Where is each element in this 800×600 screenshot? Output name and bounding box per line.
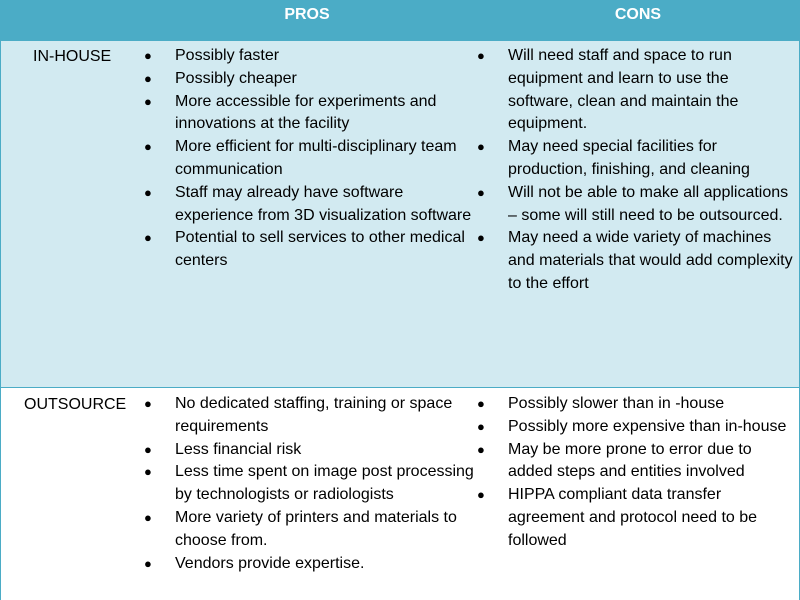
list-item: ● HIPPA compliant data transfer agreement and protocol need to be followed	[477, 486, 758, 549]
list-item: ● Will need staff and space to run equipment and learn to use the software, clean and maintain the equipment.	[477, 47, 739, 133]
list-item: ● May need a wide variety of machines and materials that would add complexity to the effort	[477, 229, 793, 292]
bullet-icon: ●	[477, 139, 485, 155]
list-item: ● Less financial risk	[175, 439, 475, 462]
list-item: ● Will not be able to make all applications – some will still need to be outsourced.	[477, 183, 789, 224]
in-house-cons-list	[477, 45, 796, 296]
bullet-icon: ●	[144, 509, 152, 525]
outsource-cons-list	[477, 393, 796, 553]
bullet-icon: ●	[144, 441, 152, 457]
row-divider	[0, 40, 800, 41]
list-item: ● Possibly cheaper	[175, 68, 475, 91]
list-item: ● May be more prone to error due to added steps and entities involved	[477, 440, 752, 481]
bullet-icon: ●	[144, 139, 152, 155]
row-label-in-house: IN-HOUSE	[33, 48, 112, 65]
list-item: ● More efficient for multi-disciplinary team communication	[144, 138, 457, 178]
table-row-outsource	[0, 388, 800, 600]
in-house-pros-list	[144, 45, 475, 273]
list-item: ● More variety of printers and materials to choose from.	[144, 508, 457, 549]
column-divider	[0, 0, 1, 600]
bullet-icon: ●	[144, 93, 152, 109]
pros-column-header: PROS	[284, 6, 330, 23]
bullet-icon: ●	[144, 184, 152, 200]
list-item: ● Less time spent on image post processing by technologists or radiologists	[144, 463, 474, 504]
bullet-icon: ●	[144, 70, 152, 86]
list-item: ● More accessible for experiments and innovations at the facility	[144, 92, 437, 133]
cons-column-header: CONS	[614, 6, 662, 23]
bullet-icon: ●	[477, 184, 485, 200]
list-item: ● Potential to sell services to other medical centers	[144, 229, 465, 270]
list-item: ● Possibly more expensive than in-house	[508, 416, 796, 439]
list-item: ● Possibly faster	[175, 45, 475, 68]
bullet-icon: ●	[477, 418, 485, 434]
outsource-pros-list	[144, 393, 475, 575]
list-item: ● May need special facilities for production, finishing, and cleaning	[477, 138, 750, 178]
bullet-icon: ●	[477, 487, 485, 503]
list-item: ● Vendors provide expertise.	[175, 553, 475, 576]
bullet-icon: ●	[144, 48, 152, 63]
row-label-outsource: OUTSOURCE	[24, 396, 127, 413]
bullet-icon: ●	[477, 230, 485, 246]
bullet-icon: ●	[144, 464, 152, 480]
list-item: ● Staff may already have software experience from 3D visualization software	[144, 183, 472, 224]
bullet-icon: ●	[477, 48, 485, 63]
bullet-icon: ●	[144, 230, 152, 246]
bullet-icon: ●	[144, 555, 152, 571]
table-row-in-house	[0, 41, 800, 387]
list-item: ● Possibly slower than in -house	[508, 393, 796, 416]
table-header	[0, 0, 800, 40]
bullet-icon: ●	[477, 396, 485, 411]
row-divider	[0, 387, 800, 388]
bullet-icon: ●	[477, 441, 485, 457]
list-item: ● No dedicated staffing, training or space requirements	[144, 395, 453, 435]
bullet-icon: ●	[144, 396, 152, 411]
